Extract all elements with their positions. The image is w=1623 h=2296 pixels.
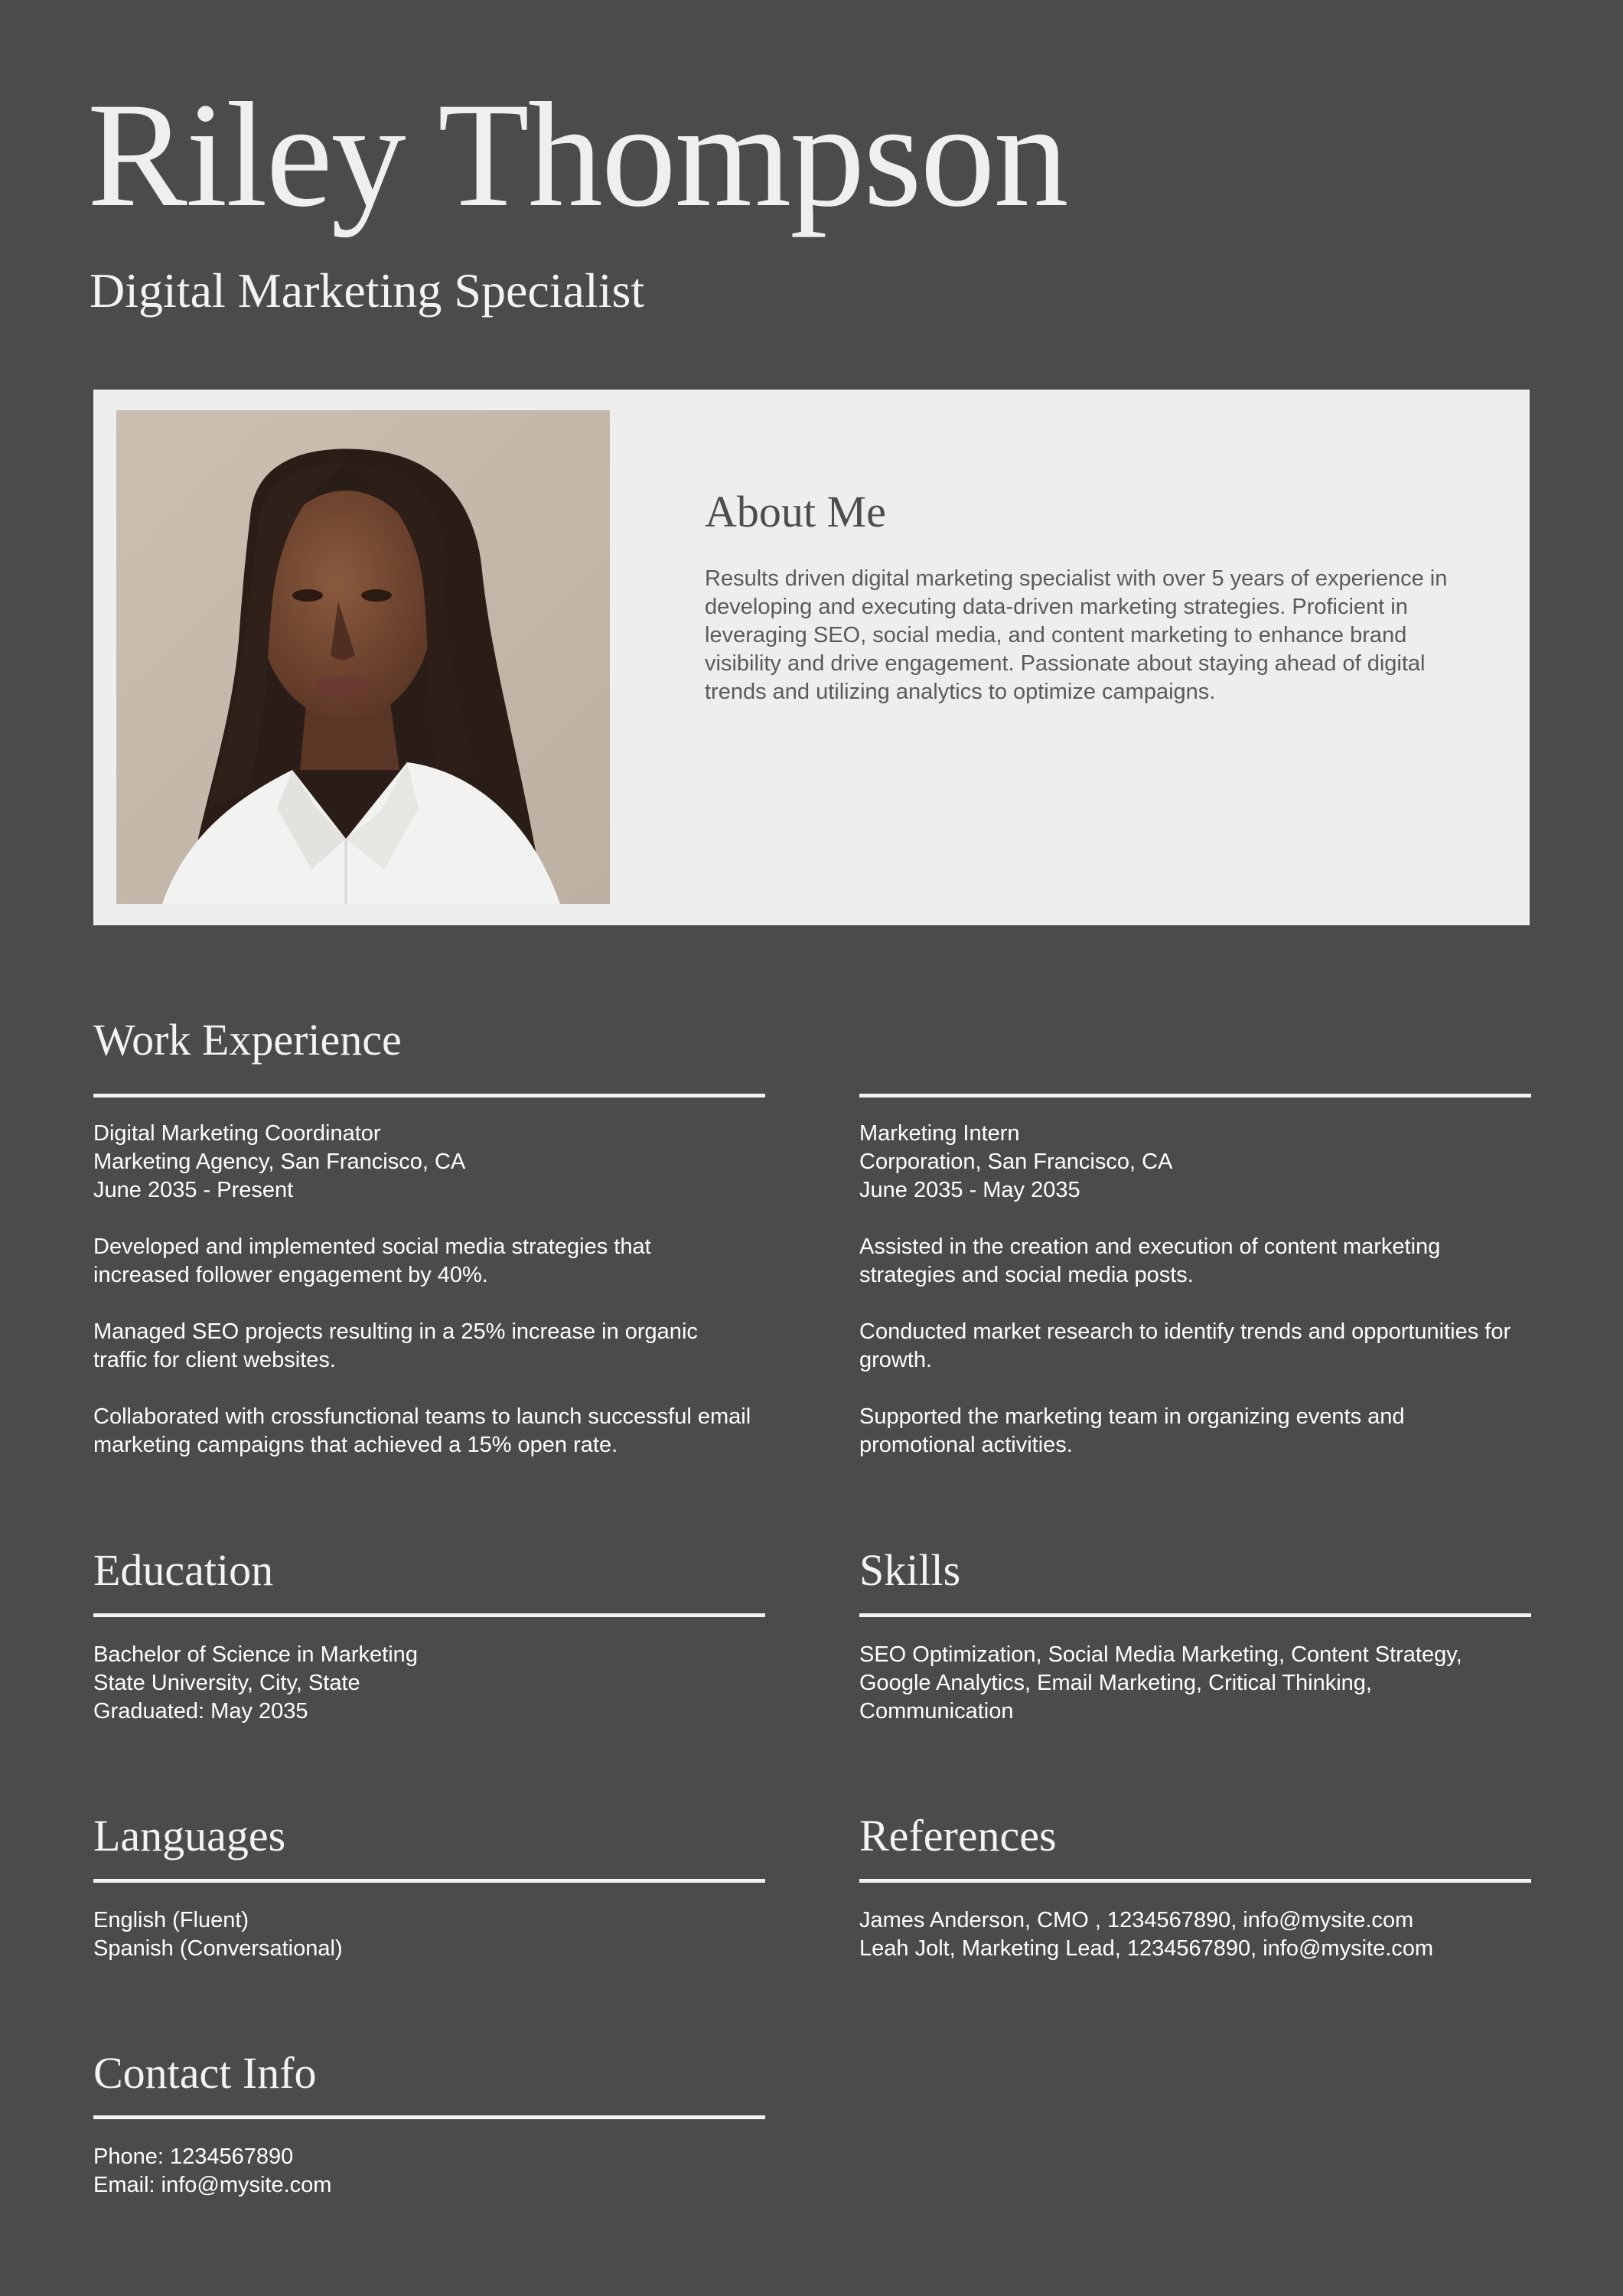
contact-phone: Phone: 1234567890 (93, 2144, 294, 2169)
job-bullet: Managed SEO projects resulting in a 25% increase in organic traffic for client websites. (93, 1319, 698, 1372)
about-text: Results driven digital marketing specialist with over 5 years of experience in developing and executing data-driven marketing strategies. Proficient in leveraging SEO, social media, and content marketing to enhance brand visibility and drive engagement. Passionate about staying ahead of digital trends and utilizing analytics to optimize campaigns. (705, 566, 1448, 704)
education-heading: Education (93, 1545, 274, 1595)
degree: Bachelor of Science in Marketing (93, 1642, 418, 1667)
contact-details (93, 2143, 765, 2200)
work-divider-left (93, 1094, 765, 1097)
contact-divider (93, 2115, 765, 2119)
language-item: English (Fluent) (93, 1908, 249, 1932)
education-divider (93, 1613, 765, 1617)
job-role: Digital Marketing Coordinator (93, 1121, 381, 1146)
job-role: Marketing Intern (859, 1121, 1020, 1146)
resume-name: Riley Thompson (87, 72, 1067, 238)
graduation-date: Graduated: May 2035 (93, 1699, 308, 1724)
languages-list (93, 1906, 765, 1963)
job-dates: June 2035 - Present (93, 1178, 294, 1202)
job-bullet: Developed and implemented social media strategies that increased follower engagement by 40%. (93, 1234, 651, 1287)
languages-divider (93, 1879, 765, 1883)
job-title: Digital Marketing Specialist (90, 263, 645, 318)
skills-list: SEO Optimization, Social Media Marketing, Content Strategy, Google Analytics, Email Marketing, Critical Thinking, Communication (859, 1642, 1462, 1724)
job-entry (859, 1120, 1517, 1459)
about-panel (93, 390, 1530, 925)
job-bullet: Conducted market research to identify trends and opportunities for growth. (859, 1319, 1511, 1372)
work-experience-heading: Work Experience (93, 1015, 402, 1065)
reference-item: Leah Jolt, Marketing Lead, 1234567890, info@mysite.com (859, 1936, 1434, 1961)
about-heading: About Me (705, 487, 886, 536)
references-list (859, 1906, 1531, 1963)
references-heading: References (859, 1811, 1057, 1861)
reference-item: James Anderson, CMO , 1234567890, info@mysite.com (859, 1908, 1414, 1932)
job-company: Corporation, San Francisco, CA (859, 1150, 1173, 1174)
skills-heading: Skills (859, 1545, 961, 1595)
language-item: Spanish (Conversational) (93, 1936, 343, 1961)
school: State University, City, State (93, 1671, 360, 1695)
job-entry (93, 1120, 751, 1459)
job-company: Marketing Agency, San Francisco, CA (93, 1150, 466, 1174)
education-details (93, 1641, 765, 1726)
profile-photo (116, 410, 610, 904)
contact-email: Email: info@mysite.com (93, 2173, 332, 2197)
references-divider (859, 1879, 1531, 1883)
skills-divider (859, 1613, 1531, 1617)
job-bullet: Assisted in the creation and execution of content marketing strategies and social media posts. (859, 1234, 1441, 1287)
languages-heading: Languages (93, 1811, 286, 1861)
job-bullet: Supported the marketing team in organizing events and promotional activities. (859, 1404, 1405, 1457)
work-divider-right (859, 1094, 1531, 1097)
job-dates: June 2035 - May 2035 (859, 1178, 1080, 1202)
job-bullet: Collaborated with crossfunctional teams to launch successful email marketing campaigns that achieved a 15% open rate. (93, 1404, 751, 1457)
contact-heading: Contact Info (93, 2048, 317, 2098)
